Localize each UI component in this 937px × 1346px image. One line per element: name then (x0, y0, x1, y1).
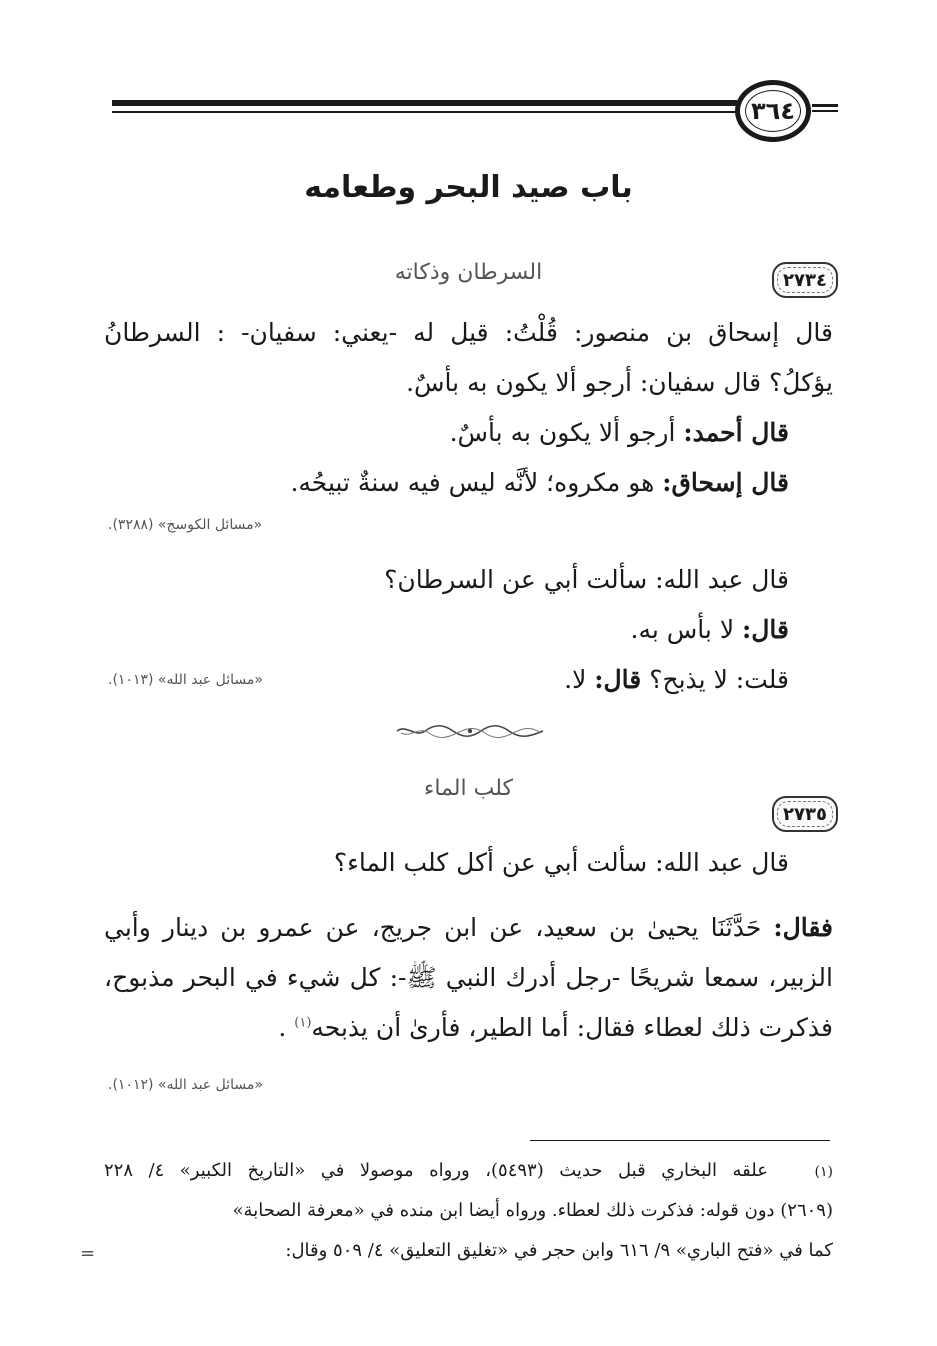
text-line (278, 1013, 833, 1043)
page-number: ٣٦٤ (751, 97, 795, 125)
speaker-label: قال أحمد: (683, 418, 789, 447)
header-rule-thin (112, 111, 737, 113)
statement: لا. (564, 665, 595, 694)
text-line (104, 913, 833, 943)
text-line (290, 468, 789, 498)
text-line: قال عبد الله: سألت أبي عن السرطان؟ (384, 565, 789, 594)
statement: لا بأس به. (630, 615, 743, 644)
header-rule-thick (112, 100, 737, 106)
statement: هو مكروه؛ لأنَّه ليس فيه سنةٌ تبيحُه. (290, 468, 663, 497)
text-line: قال إسحاق بن منصور: قُلْتُ: قيل له -يعني: سفيان- : السرطانُ (104, 318, 833, 347)
statement: أرجو ألا يكون به بأسٌ. (449, 418, 684, 447)
source-citation: «مسائل عبد الله» (١٠١٢). (108, 1077, 263, 1093)
source-citation: «مسائل عبد الله» (١٠١٣). (108, 672, 263, 688)
statement-end: . (278, 1013, 295, 1042)
question: قلت: لا يذبح؟ (641, 665, 789, 694)
text-line: الزبير، سمعا شريحًا -رجل أدرك النبي ﷺ-: كل شيء في البحر مذبوح، (104, 963, 833, 992)
speaker-label: قال: (594, 665, 642, 694)
text-line (450, 418, 789, 448)
entry-number: ٢٧٣٥ (783, 803, 827, 825)
footnote-line: (٢٦٠٩) دون قوله: فذكرت ذلك لعطاء. ورواه أيضا ابن منده في «معرفة الصحابة» (232, 1200, 833, 1221)
footnote-rule (530, 1140, 830, 1141)
source-citation: «مسائل الكوسج» (٣٢٨٨). (108, 517, 263, 533)
chapter-title: باب صيد البحر وطعامه (304, 170, 633, 205)
continuation-mark: = (80, 1243, 96, 1264)
separator-ornament (395, 722, 545, 740)
footnote-line (104, 1160, 833, 1182)
header-rule-right (812, 104, 838, 107)
text-line: يؤكلُ؟ قال سفيان: أرجو ألا يكون به بأسٌ. (406, 368, 833, 397)
entry-number: ٢٧٣٤ (783, 269, 827, 291)
footnote-mark: (١) (814, 1164, 833, 1180)
statement: فذكرت ذلك لعطاء فقال: أما الطير، فأرىٰ أن يذبحه (311, 1013, 833, 1042)
speaker-label: قال: (742, 615, 789, 644)
speaker-label: فقال: (773, 913, 833, 942)
footnote-reference: (١) (294, 1015, 312, 1031)
entry-subtitle: السرطان وذكاته (394, 260, 543, 285)
speaker-label: قال إسحاق: (662, 468, 789, 497)
statement: حَدَّثَنَا يحيىٰ بن سعيد، عن ابن جريج، عن عمرو بن دينار وأبي (104, 913, 774, 942)
footnote-line: كما في «فتح الباري» ٩/ ٦١٦ وابن حجر في «تغليق التعليق» ٤/ ٥٠٩ وقال: (285, 1240, 833, 1261)
page-number-badge (735, 80, 811, 142)
entry-number-badge (772, 796, 838, 832)
entry-subtitle: كلب الماء (424, 776, 513, 801)
header-rule-right-thin (812, 110, 838, 112)
text-line (631, 615, 789, 645)
text-line (564, 665, 789, 695)
text-line: قال عبد الله: سألت أبي عن أكل كلب الماء؟ (333, 848, 789, 877)
footnote-text: علقه البخاري قبل حديث (٥٤٩٣)، ورواه موصولا في «التاريخ الكبير» ٤/ ٢٢٨ (104, 1160, 768, 1181)
